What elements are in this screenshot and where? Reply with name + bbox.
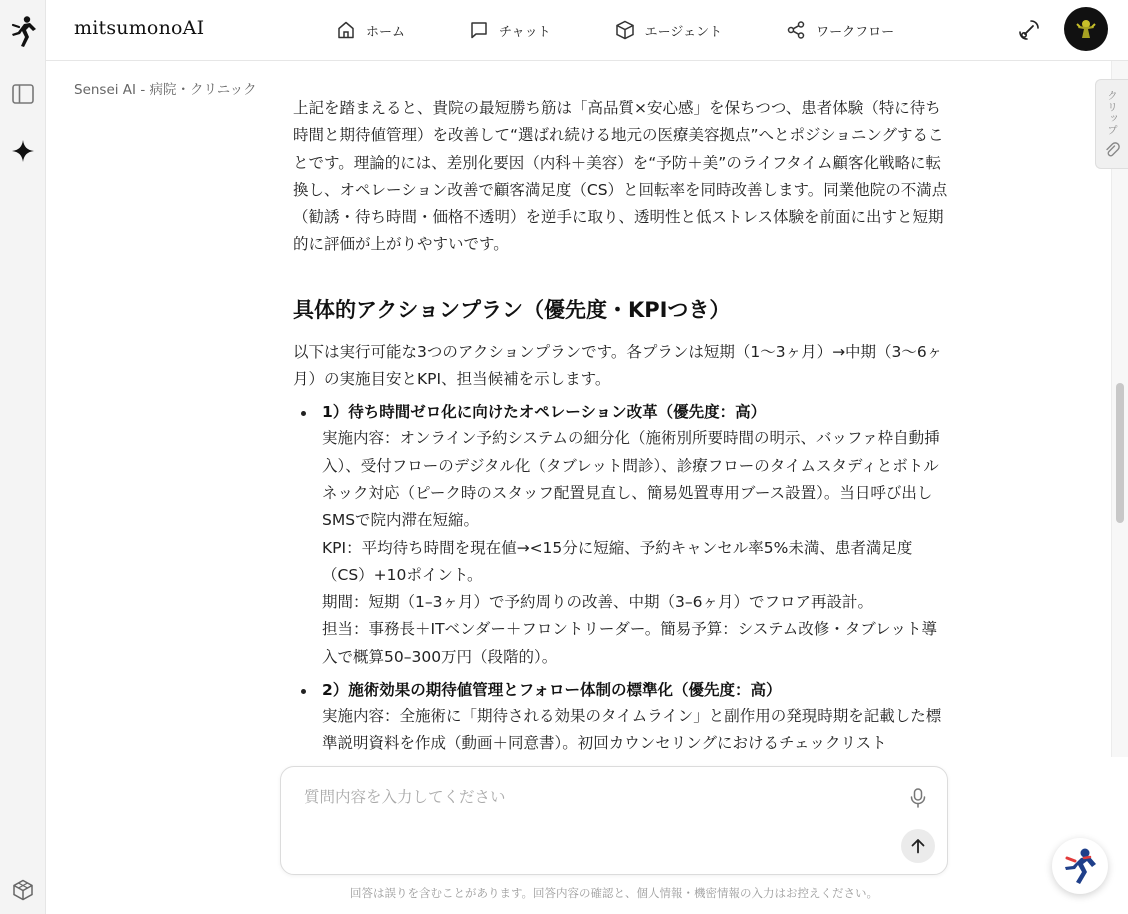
clip-side-tab[interactable]	[1095, 79, 1128, 169]
plan-detail-line: 実施内容：オンライン予約システムの細分化（施術別所要時間の明示、バッファ枠自動挿入）、受付フローのデジタル化（タブレット問診）、診療フローのタイムスタディとボトルネック対応（ピーク時のスタッフ配置見直し、簡易処置専用ブース設置）。当日呼び出しSMSで院内滞在短縮。	[322, 429, 940, 530]
plan-title: 2）施術効果の期待値管理とフォロー体制の標準化（優先度：高）	[322, 681, 782, 700]
box-icon	[615, 20, 635, 40]
scrollbar-thumb[interactable]	[1116, 383, 1124, 523]
runner-mascot-icon	[1060, 846, 1100, 886]
brand-title: mitsumonoAI	[74, 17, 205, 39]
sparkle-icon[interactable]	[7, 135, 39, 167]
clip-tab-label: クリップ	[1106, 90, 1118, 136]
intro-paragraph: 上記を踏まえると、貴院の最短勝ち筋は「高品質×安心感」を保ちつつ、患者体験（特に待ち時間と期待値管理）を改善して“選ばれ続ける地元の医療美容拠点”へとポジショニングすることです。理論的には、差別化要因（内科＋美容）を“予防＋美”のライフタイム顧客化戦略に転換し、オペレーション改善で顧客満足度（CS）と回転率を同時改善します。同業他院の不満点（勧誘・待ち時間・価格不透明）を逆手に取り、透明性と低ストレス体験を前面に出すと短期的に評価が上がりやすいです。	[293, 99, 948, 254]
chat-composer	[280, 766, 948, 875]
lead-paragraph: 以下は実行可能な3つのアクションプランです。各プランは短期（1〜3ヶ月）→中期（3〜6ヶ月）の実施目安とKPI、担当候補を示します。	[293, 342, 943, 389]
microphone-icon[interactable]	[907, 787, 929, 809]
chat-icon	[469, 20, 489, 40]
plan-detail-line: 期間：短期（1–3ヶ月）で予約周りの改善、中期（3–6ヶ月）でフロア再設計。	[322, 593, 873, 612]
nav-home[interactable]	[336, 16, 405, 44]
plan-detail-line: 担当：事務長＋ITベンダー＋フロントリーダー。簡易予算：システム改修・タブレット導入で概算50–300万円（段階的）。	[322, 620, 937, 666]
arrow-up-icon	[909, 837, 927, 855]
assistant-fab-button[interactable]	[1052, 838, 1108, 894]
breadcrumb[interactable]: Sensei AI - 病院・クリニック	[74, 82, 257, 98]
section-heading: 具体的アクションプラン（優先度・KPIつき）	[293, 297, 731, 322]
plan-detail-line: 実施内容：全施術に「期待される効果のタイムライン」と副作用の発現時期を記載した標準説明資料を作成（動画＋同意書）。初回カウンセリングにおけるチェックリスト	[322, 707, 942, 753]
nav-workflow[interactable]	[786, 16, 894, 44]
avatar[interactable]	[1064, 7, 1108, 51]
nav-chat[interactable]	[469, 16, 551, 44]
sidebar-toggle-icon[interactable]	[7, 78, 39, 110]
avatar-figure-icon	[1071, 14, 1101, 44]
send-button[interactable]	[901, 829, 935, 863]
disclaimer-text: 回答は誤りを含むことがあります。回答内容の確認と、個人情報・機密情報の入力はお控えください。	[349, 886, 879, 900]
plan-title: 1）待ち時間ゼロ化に向けたオペレーション改革（優先度：高）	[322, 403, 767, 422]
main-nav	[336, 16, 894, 44]
nav-home-label: ホーム	[366, 24, 406, 40]
cube-icon[interactable]	[7, 874, 39, 906]
share-icon	[786, 20, 806, 40]
left-rail	[0, 0, 46, 914]
top-bar	[46, 0, 1128, 61]
home-icon	[336, 20, 356, 40]
nav-chat-label: チャット	[499, 24, 551, 40]
plan-detail-line: KPI：平均待ち時間を現在値→<15分に短縮、予約キャンセル率5%未満、患者満足度（CS）+10ポイント。	[322, 538, 913, 584]
runner-logo-icon[interactable]	[7, 16, 39, 48]
nav-agent-label: エージェント	[644, 24, 723, 40]
action-plan-list	[293, 399, 948, 757]
paperclip-icon	[1104, 142, 1120, 158]
broadcast-icon[interactable]	[1016, 17, 1042, 43]
chat-response-content	[293, 95, 948, 757]
nav-workflow-label: ワークフロー	[816, 24, 895, 40]
list-item	[293, 399, 948, 671]
nav-agent[interactable]	[615, 16, 722, 44]
list-item	[293, 677, 948, 757]
question-input[interactable]	[304, 785, 884, 809]
